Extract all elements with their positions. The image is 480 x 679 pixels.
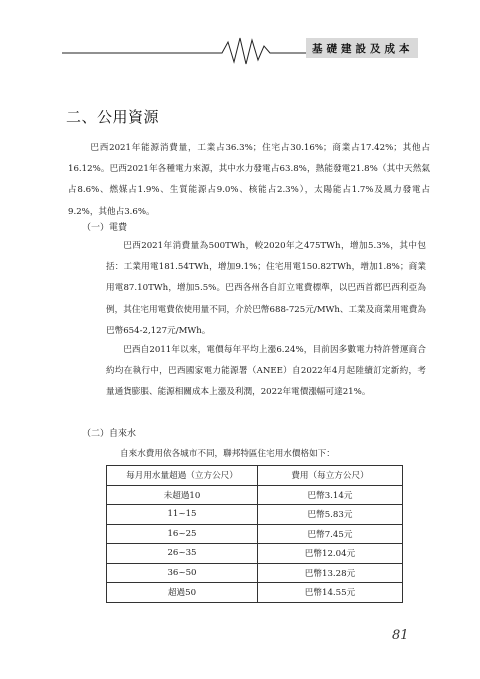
table-row [107, 524, 403, 544]
usage-cell: 未超過10 [107, 485, 258, 505]
usage-cell: 36~50 [107, 563, 258, 583]
electricity-paragraph-2: 巴西自2011年以來，電價每年平均上漲6.24%，目前因多數電力特許營運商合約均在執行中，巴西國家電力能源署（ANEE）自2022年4月起陸續訂定新約，考量通貨膨脹、能源相關成本上漲及利潤，2022年電價漲幅可達21%。 [106, 345, 426, 398]
usage-cell: 26~35 [107, 544, 258, 564]
table-header-fee: 費用（每立方公尺） [258, 466, 403, 486]
electricity-heading: （一）電費 [82, 223, 128, 233]
table-row [107, 505, 403, 525]
table-row [107, 544, 403, 564]
fee-cell: 巴幣5.83元 [258, 505, 403, 525]
section-title: 二、公用資源 [66, 108, 160, 126]
header-pulse-line-icon [0, 0, 480, 70]
fee-cell: 巴幣14.55元 [258, 583, 403, 603]
usage-cell: 16~25 [107, 524, 258, 544]
intro-paragraph: 巴西2021年能源消費量，工業占36.3%；住宅占30.16%；商業占17.42%；其他占16.12%。巴西2021年各種電力來源，其中水力發電占63.8%，熱能發電21.8%（其中天然氣占8.6%、燃媒占1.9%、生質能源占9.0%、核能占2.3%），太陽能占1.7%及風力發電占9.2%，其他占3.6%。 [68, 143, 430, 217]
table-row [107, 563, 403, 583]
table-header-usage: 每月用水量超過（立方公尺） [107, 466, 258, 486]
fee-cell: 巴幣13.28元 [258, 563, 403, 583]
header-title: 基礎建設及成本 [312, 43, 414, 55]
water-paragraph: 自來水費用依各城市不同，聯邦特區住宅用水價格如下： [120, 449, 335, 459]
fee-cell: 巴幣3.14元 [258, 485, 403, 505]
page-number: 81 [392, 628, 409, 643]
fee-cell: 巴幣7.45元 [258, 524, 403, 544]
fee-cell: 巴幣12.04元 [258, 544, 403, 564]
electricity-paragraph-1: 巴西2021年消費量為500TWh，較2020年之475TWh，增加5.3%，其中包括：工業用電181.54TWh，增加9.1%；住宅用電150.82TWh，增加1.8%；商業用電87.10TWh，增加5.5%。巴西各州各自訂立電費標準，以巴西首都巴西利亞為例，其住宅用電費依使用量不同，介於巴幣688-725元/MWh、工業及商業用電費為巴幣654-2,127元/MWh。 [106, 241, 426, 336]
table-row [107, 485, 403, 505]
usage-cell: 超過50 [107, 583, 258, 603]
water-heading: （二）自來水 [82, 429, 137, 439]
usage-cell: 11~15 [107, 505, 258, 525]
water-price-table [106, 465, 403, 603]
page-header [0, 0, 480, 70]
table-header-row [107, 466, 403, 486]
table-row [107, 583, 403, 603]
